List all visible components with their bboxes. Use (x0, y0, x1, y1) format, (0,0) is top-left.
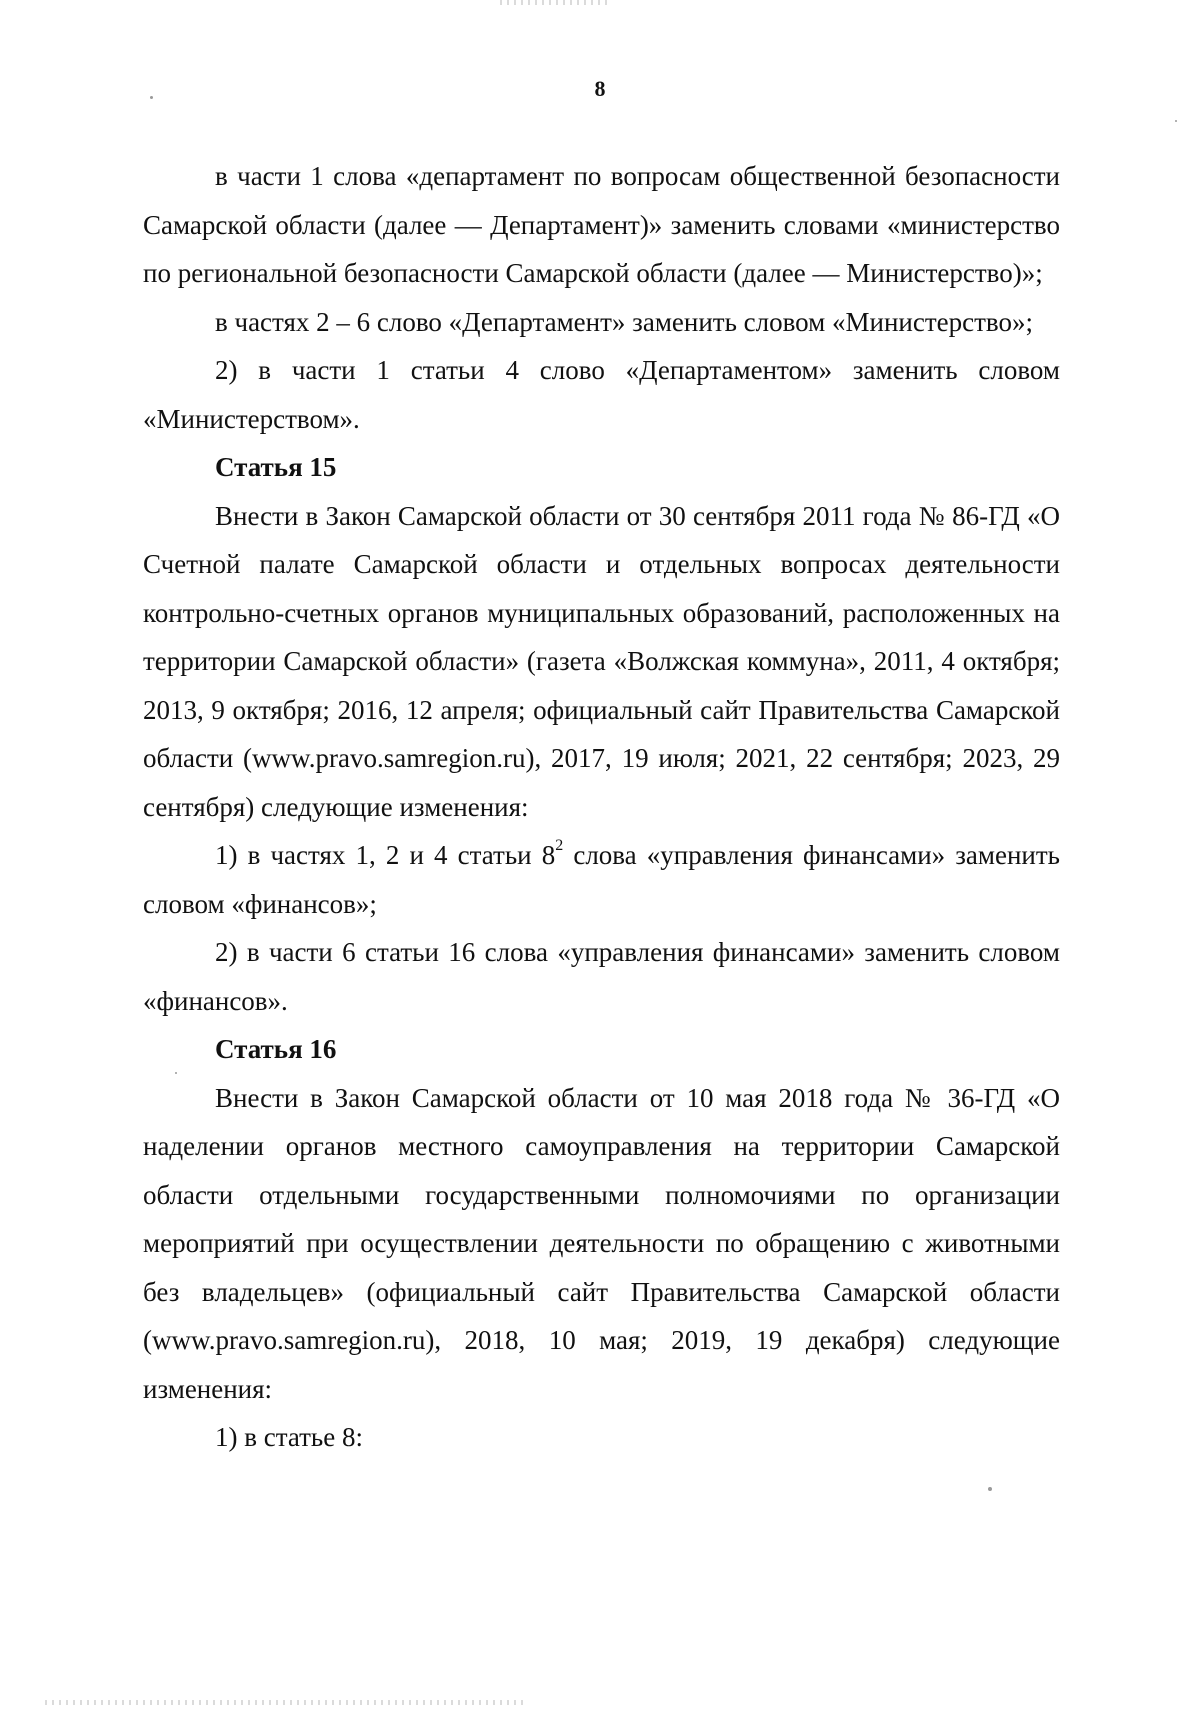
scan-speck (150, 96, 153, 99)
paragraph-text: 1) в частях 1, 2 и 4 статьи 8 (215, 840, 556, 870)
paragraph: Внести в Закон Самарской области от 30 сентября 2011 года № 86-ГД «О Счетной палате Самарской области и отдельных вопросах деятельности контрольно-счетных органов муниципальных образований, расположенных на территории Самарской области» (газета «Волжская коммуна», 2011, 4 октября; 2013, 9 октября; 2016, 12 апреля; официальный сайт Правительства Самарской области (www.pravo.samregion.ru), 2017, 19 июля; 2021, 22 сентября; 2023, 29 сентября) следующие изменения: (143, 500, 1060, 822)
scan-speck (988, 1487, 992, 1491)
paragraph: в части 1 слова «департамент по вопросам общественной безопасности Самарской области (далее — Департамент)» заменить словами «министерство по региональной безопасности Самарской области (далее — Министерство)»; (143, 161, 1060, 288)
paragraph-text: слова «управления финансами» заменить словом «финансов»; (143, 840, 1060, 919)
scan-speck (1175, 120, 1177, 122)
article-heading: Статья 16 (215, 1034, 337, 1064)
article-heading: Статья 15 (215, 452, 337, 482)
paragraph: 2) в части 6 статьи 16 слова «управления финансами» заменить словом «финансов». (143, 937, 1060, 1016)
paragraph: в частях 2 – 6 слово «Департамент» заменить словом «Министерство»; (215, 306, 1033, 337)
document-body (143, 152, 1060, 1462)
page-number: 8 (594, 76, 606, 101)
paragraph: Внести в Закон Самарской области от 10 мая 2018 года № 36-ГД «О наделении органов местного самоуправления на территории Самарской области отдельными государственными полномочиями по организации мероприятий при осуществлении деятельности по обращению с животными без владельцев» (официальный сайт Правительства Самарской области (www.pravo.samregion.ru), 2018, 10 мая; 2019, 19 декабря) следующие изменения: (143, 1082, 1060, 1404)
scan-speck (175, 1072, 177, 1074)
paragraph: 1) в статье 8: (215, 1422, 363, 1452)
scan-noise-bottom (45, 1700, 525, 1705)
superscript: 2 (555, 837, 564, 854)
scan-noise-top (500, 0, 610, 5)
paragraph (143, 831, 1060, 928)
paragraph: 2) в части 1 статьи 4 слово «Департаментом» заменить словом «Министерством». (143, 355, 1060, 434)
